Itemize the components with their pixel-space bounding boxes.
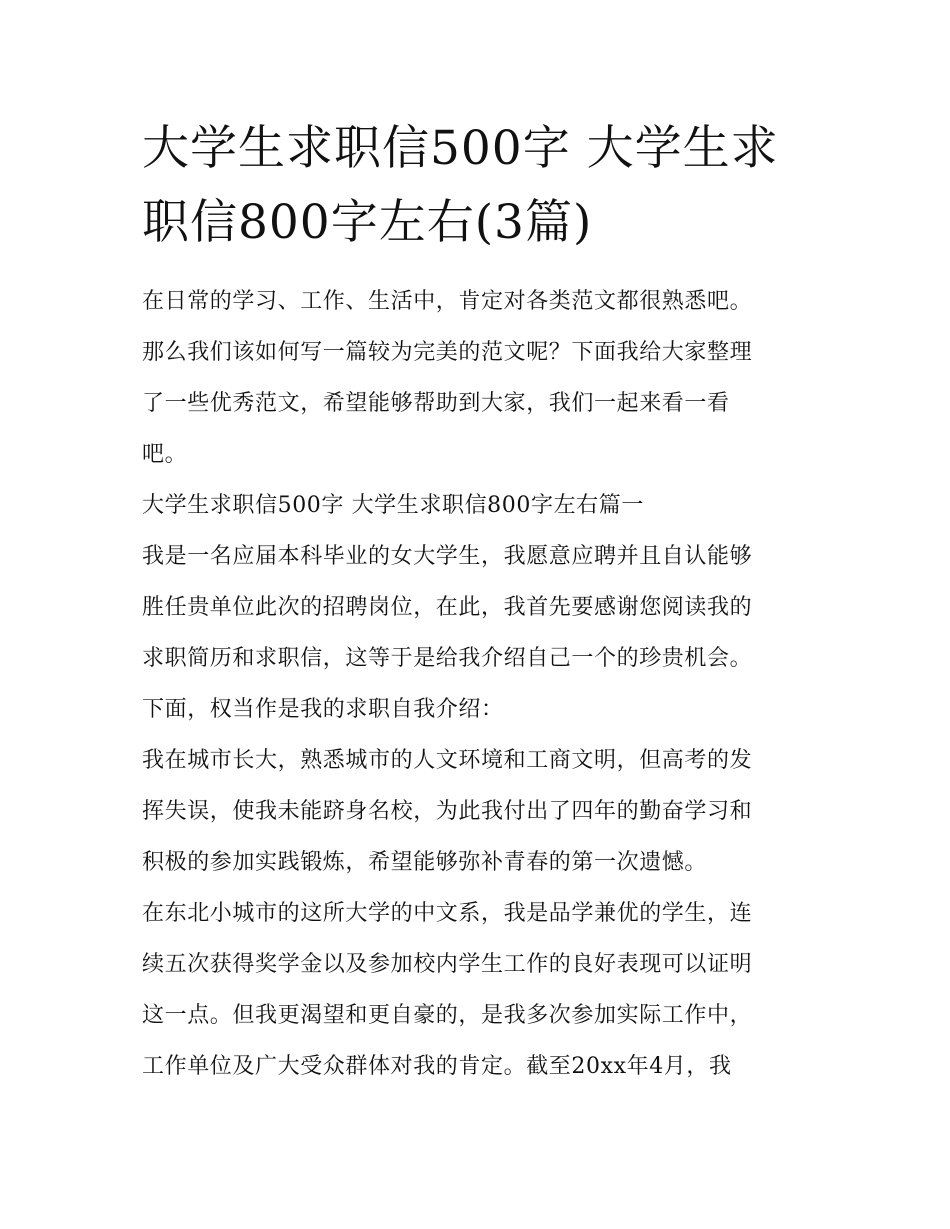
body-line: 在东北小城市的这所大学的中文系，我是品学兼优的学生，连 — [142, 901, 753, 926]
body-line: 我是一名应届本科毕业的女大学生，我愿意应聘并且自认能够 — [142, 544, 753, 569]
document-title — [142, 112, 822, 260]
title-line: 大学生求职信500字 大学生求 — [142, 121, 779, 176]
body-line: 求职简历和求职信，这等于是给我介绍自己一个的珍贵机会。 — [142, 646, 753, 671]
body-line: 吧。 — [142, 442, 188, 467]
body-line: 那么我们该如何写一篇较为完美的范文呢？下面我给大家整理 — [142, 340, 753, 365]
title-line: 职信800字左右(3篇) — [142, 195, 593, 250]
body-line: 积极的参加实践锻炼，希望能够弥补青春的第一次遗憾。 — [142, 850, 708, 875]
body-line: 在日常的学习、工作、生活中，肯定对各类范文都很熟悉吧。 — [142, 289, 753, 314]
body-line: 下面，权当作是我的求职自我介绍： — [142, 697, 504, 722]
section-heading: 大学生求职信500字 大学生求职信800字左右篇一 — [142, 493, 644, 518]
body-line: 我在城市长大，熟悉城市的人文环境和工商文明，但高考的发 — [142, 748, 753, 773]
body-line: 了一些优秀范文，希望能够帮助到大家，我们一起来看一看 — [142, 391, 730, 416]
body-line: 胜任贵单位此次的招聘岗位，在此，我首先要感谢您阅读我的 — [142, 595, 753, 620]
body-line: 续五次获得奖学金以及参加校内学生工作的良好表现可以证明 — [142, 952, 753, 977]
body-line: 挥失误，使我未能跻身名校，为此我付出了四年的勤奋学习和 — [142, 799, 753, 824]
document-body — [142, 276, 832, 1092]
body-line: 工作单位及广大受众群体对我的肯定。截至20xx年4月，我 — [142, 1054, 732, 1079]
body-line: 这一点。但我更渴望和更自豪的，是我多次参加实际工作中， — [142, 1003, 753, 1028]
